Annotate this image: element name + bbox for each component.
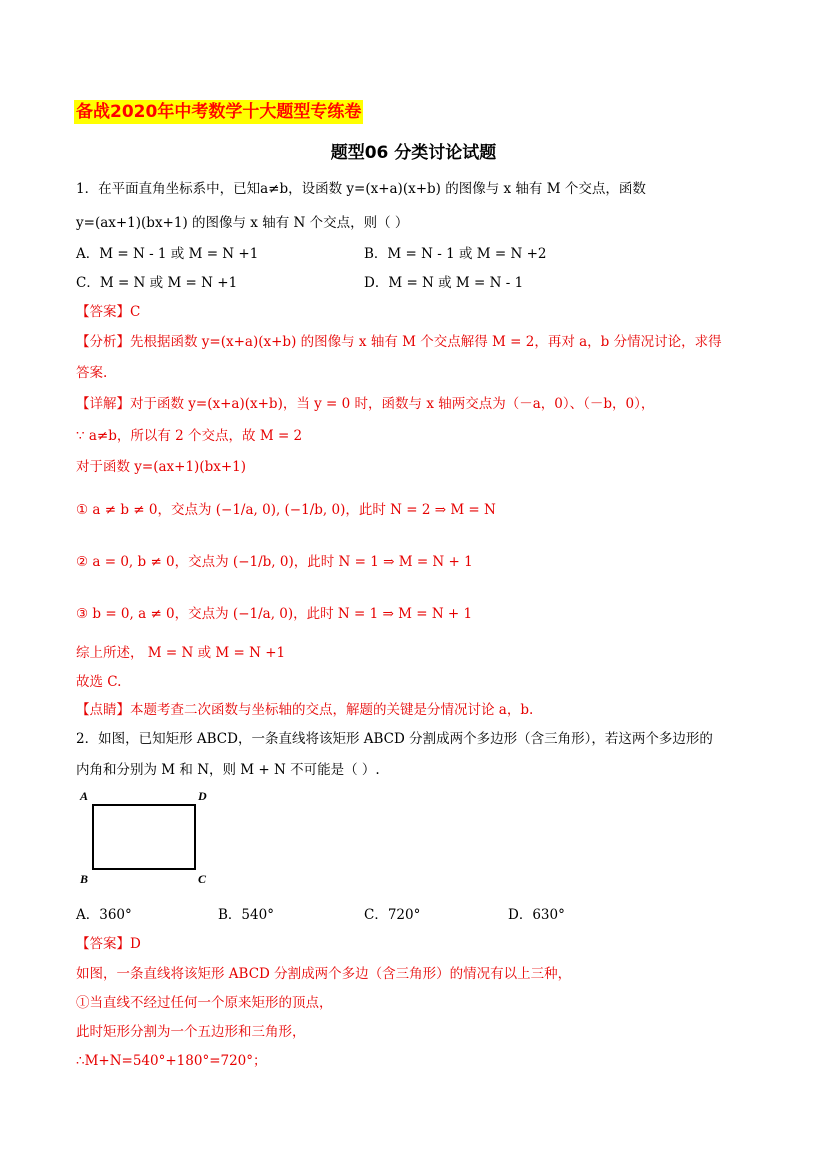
q1-stem-line2: y=(ax+1)(bx+1) 的图像与 x 轴有 N 个交点，则（ ） [76,215,409,231]
q1-case-2: ② a = 0, b ≠ 0，交点为 (−1/b, 0)，此时 N = 1 ⇒ M = N + 1 [76,554,473,570]
vertex-label-b: B [80,872,89,886]
q1-comment: 【点睛】本题考查二次函数与坐标轴的交点，解题的关键是分情况讨论 a，b. [76,702,534,718]
q1-option-b: B．M = N - 1 或 M = N +2 [364,246,547,262]
q1-summary: 综上所述， M = N 或 M = N +1 [76,645,286,661]
q1-analysis-line2: 答案. [76,365,108,381]
q1-detail-line3: 对于函数 y=(ax+1)(bx+1) [76,459,247,475]
vertex-label-c: C [198,872,207,886]
q1-stem-line1: 1．在平面直角坐标系中，已知a≠b，设函数 y=(x+a)(x+b) 的图像与 x 轴有 M 个交点，函数 [76,181,646,197]
q2-stem-line2: 内角和分别为 M 和 N，则 M + N 不可能是（ ）. [76,762,380,778]
q1-option-a: A．M = N - 1 或 M = N +1 [76,246,259,262]
q2-explanation-line4: ∴M+N=540°+180°=720°； [76,1053,267,1069]
q1-detail-line2: ∵ a≠b，所以有 2 个交点，故 M = 2 [76,428,303,444]
q1-case-3: ③ b = 0, a ≠ 0，交点为 (−1/a, 0)，此时 N = 1 ⇒ M = N + 1 [76,606,473,622]
section-title: 题型06 分类讨论试题 [330,143,497,163]
q2-option-d: D．630° [508,907,565,923]
q2-option-c: C．720° [364,907,421,923]
q2-answer: 【答案】D [76,936,141,952]
q1-detail-line1: 【详解】对于函数 y=(x+a)(x+b)，当 y = 0 时，函数与 x 轴两交点为（－a，0）、（－b，0）， [76,396,655,412]
q1-answer: 【答案】C [76,304,141,320]
q2-option-a: A．360° [76,907,132,923]
q2-explanation-line3: 此时矩形分割为一个五边形和三角形， [76,1024,306,1040]
q2-option-b: B．540° [218,907,274,923]
q1-choose: 故选 C. [76,674,122,690]
q2-stem-line1: 2．如图，已知矩形 ABCD，一条直线将该矩形 ABCD 分割成两个多边形（含三角形），若这两个多边形的 [76,731,713,747]
banner-title: 备战2020年中考数学十大题型专练卷 [76,102,362,122]
vertex-label-a: A [80,789,89,803]
q1-option-c: C．M = N 或 M = N +1 [76,275,238,291]
q2-explanation-line1: 如图，一条直线将该矩形 ABCD 分割成两个多边（含三角形）的情况有以上三种， [76,966,572,982]
q1-option-d: D．M = N 或 M = N - 1 [364,275,524,291]
rectangle-abcd-figure [92,804,196,870]
q1-case-1: ① a ≠ b ≠ 0，交点为 (−1/a, 0), (−1/b, 0)，此时 N = 2 ⇒ M = N [76,502,496,518]
q1-analysis-line1: 【分析】先根据函数 y=(x+a)(x+b) 的图像与 x 轴有 M 个交点解得 M = 2，再对 a，b 分情况讨论，求得 [76,334,722,350]
vertex-label-d: D [198,789,207,803]
q2-explanation-line2: ①当直线不经过任何一个原来矩形的顶点， [76,995,333,1011]
